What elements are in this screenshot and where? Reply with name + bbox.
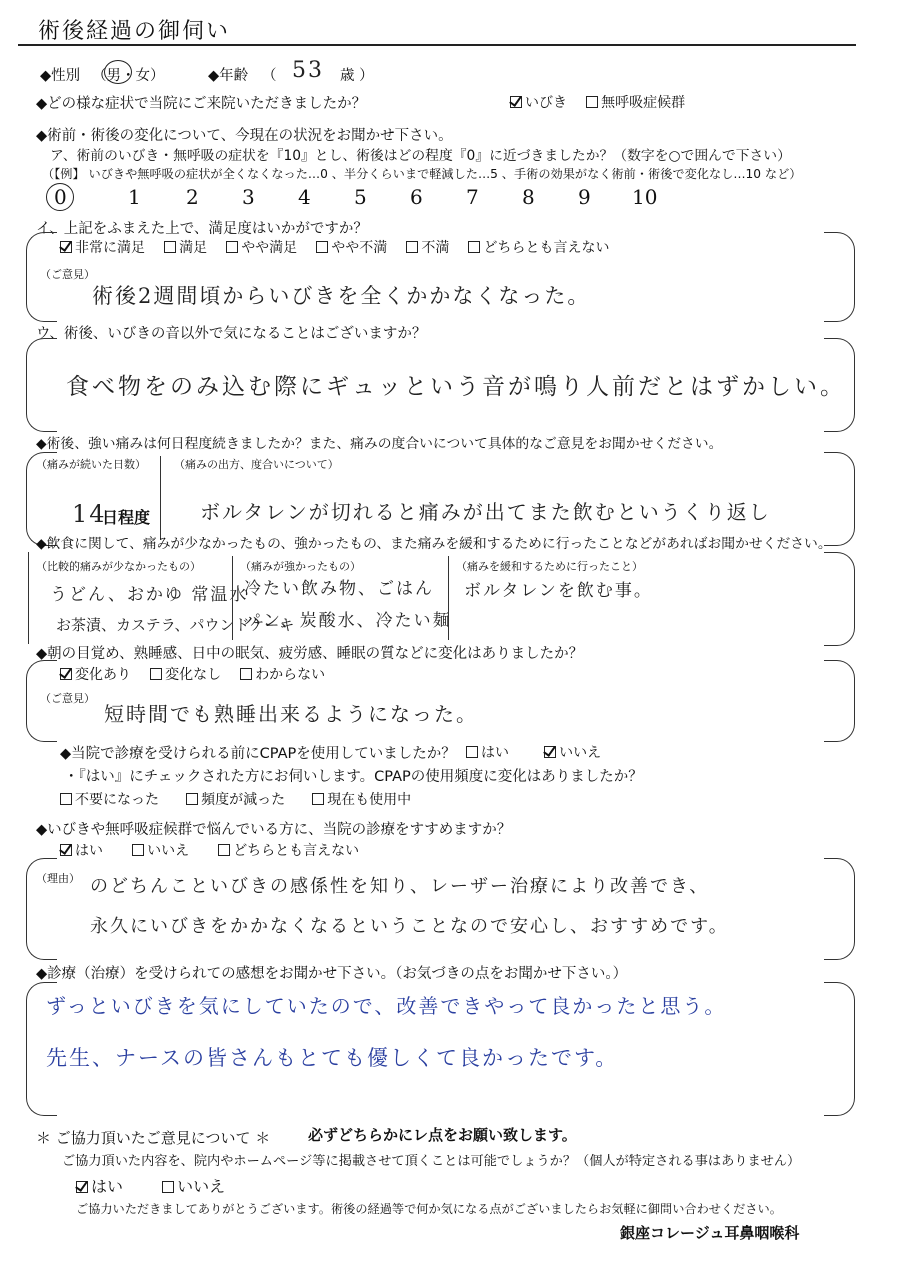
q6-col3-line1: ボルタレンを飲む事。: [464, 581, 653, 601]
q7-option-unchanged[interactable]: [150, 664, 221, 684]
q8-followup: ・『はい』にチェックされた方にお伺いします。CPAPの使用頻度に変化はありましたか？: [64, 769, 643, 785]
q6-col2-line1: 冷たい飲み物、ごはん: [244, 579, 434, 599]
option-label: 無呼吸症候群: [601, 95, 686, 111]
scale-5[interactable]: 5: [354, 185, 367, 209]
option-label: 変化あり: [75, 667, 131, 683]
checkbox-icon[interactable]: [60, 793, 72, 805]
option-label: いいえ: [147, 843, 190, 859]
q5-detail-label: （痛みの出方、度合いについて）: [174, 458, 339, 471]
q5-question: ◆術後、強い痛みは何日程度続きましたか？また、痛みの度合いについて具体的なご意見をお聞かせください。: [36, 436, 723, 452]
q1-question: ◆どの様な症状で当院にご来院いただきましたか？: [36, 96, 367, 112]
q4-answer: 食べ物をのみ込む際にギュッという音が鳴り人前だとはずかしい。: [66, 374, 846, 400]
q7-bracket-right: [824, 660, 855, 742]
publish-option-yes[interactable]: [76, 1174, 123, 1197]
q7-opinion-label: （ご意見）: [40, 692, 95, 705]
q7-option-unknown[interactable]: [240, 664, 325, 684]
q7-option-changed[interactable]: [60, 664, 131, 684]
q5-days-label: （痛みが続いた日数）: [36, 458, 146, 471]
q10-bracket-right: [824, 982, 855, 1116]
q8-followup-options: [60, 789, 425, 809]
checkbox-icon[interactable]: [218, 844, 230, 856]
option-label: はい: [481, 745, 509, 761]
q9-reason-label: （理由）: [36, 872, 80, 885]
q9-bracket-right: [824, 858, 855, 960]
clinic-name: 銀座コレージュ耳鼻咽喉科: [620, 1224, 800, 1242]
option-label: 現在も使用中: [327, 792, 412, 808]
q5-divider: [160, 456, 161, 540]
q3-question: イ、上記をふまえた上で、満足度はいかがですか？: [36, 221, 368, 237]
checkbox-icon[interactable]: [240, 668, 252, 680]
checkbox-icon[interactable]: [60, 668, 72, 680]
option-label: 満足: [179, 240, 208, 256]
option-label: はい: [75, 843, 103, 859]
q6-col1-label: （比較的痛みが少なかったもの）: [36, 560, 201, 573]
must-check-note: 必ずどちらかにレ点をお願い致します。: [308, 1126, 577, 1144]
page-title: 術後経過の御伺い: [38, 19, 231, 44]
q1-option-snoring[interactable]: [510, 92, 567, 112]
option-label: やや満足: [241, 240, 298, 256]
option-label: 頻度が減った: [201, 792, 286, 808]
q3-opinion: 術後2週間頃からいびきを全くかかなくなった。: [92, 284, 591, 308]
q3-option-very-satisfied[interactable]: [60, 237, 145, 257]
checkbox-icon[interactable]: [468, 241, 480, 253]
option-label: 非常に満足: [75, 240, 145, 256]
checkbox-icon[interactable]: [466, 746, 478, 758]
q6-bracket-right: [824, 552, 855, 646]
q6-col2-line2: パン、炭酸水、冷たい麺: [244, 611, 452, 631]
q2-example: （【例】 いびきや無呼吸の症状が全くなくなった…0 、半分くらいまで軽減した…5 、手術の効果がなく術前・術後で変化なし…10 など）: [42, 167, 802, 181]
option-label: やや不満: [331, 240, 388, 256]
checkbox-icon[interactable]: [226, 241, 238, 253]
checkbox-icon[interactable]: [60, 241, 72, 253]
checkbox-icon[interactable]: [586, 96, 598, 108]
q7-options: [60, 664, 339, 684]
q4-bracket-left: [26, 338, 57, 432]
option-label: はい: [91, 1177, 124, 1196]
q7-opinion: 短時間でも熟睡出来るようになった。: [104, 702, 478, 726]
title-underline: [18, 44, 856, 46]
q2-heading: ◆術前・術後の変化について、今現在の状況をお聞かせ下さい。: [36, 128, 453, 144]
cooperation-heading: ＊ ご協力頂いたご意見について ＊: [36, 1129, 271, 1147]
age-unit: 歳 ）: [340, 68, 374, 84]
sex-label: ◆性別: [40, 68, 81, 84]
q3-bracket-right: [824, 232, 855, 322]
q10-answer-line2: 先生、ナースの皆さんもとても優しくて良かったです。: [46, 1046, 619, 1070]
scale-2[interactable]: 2: [186, 185, 199, 209]
q7-question: ◆朝の目覚め、熟睡感、日中の眠気、疲労感、睡眠の質などに変化はありましたか？: [36, 646, 584, 662]
q6-col2-label: （痛みが強かったもの）: [240, 560, 361, 573]
q3-option-satisfied[interactable]: [164, 237, 207, 257]
checkbox-icon[interactable]: [406, 241, 418, 253]
age-open: （: [262, 68, 277, 84]
checkbox-icon[interactable]: [132, 844, 144, 856]
option-label: いいえ: [177, 1177, 226, 1196]
q9-option-no[interactable]: [132, 840, 189, 860]
checkbox-icon[interactable]: [544, 746, 556, 758]
q9-reason-line2: 永久にいびきをかかなくなるということなので安心し、おすすめです。: [90, 916, 729, 937]
q5-detail: ボルタレンが切れると痛みが出てまた飲むというくり返し: [200, 500, 771, 524]
q6-col1-line2: お茶漬、カステラ、パウンドケーキ: [56, 616, 295, 634]
q3-option-neutral[interactable]: [468, 237, 609, 257]
scale-0[interactable]: 0: [54, 185, 67, 209]
q8-option-yes[interactable]: [466, 742, 509, 762]
q3-option-dissatisfied[interactable]: [406, 237, 449, 257]
q10-question: ◆診療（治療）を受けられての感想をお聞かせ下さい。（お気づきの点をお聞かせ下さい。）: [36, 966, 628, 982]
q4-question: ウ、術後、いびきの音以外で気になることはございますか？: [36, 326, 427, 342]
option-label: どちらとも言えない: [233, 843, 360, 859]
q6-col3-label: （痛みを緩和するために行ったこと）: [456, 560, 643, 573]
scale-10[interactable]: 10: [632, 185, 658, 209]
q3-option-somewhat-satisfied[interactable]: [226, 237, 297, 257]
option-label: 不満: [421, 240, 450, 256]
q3-options: [60, 237, 623, 257]
scale-4[interactable]: 4: [298, 185, 311, 209]
q6-question: ◆飲食に関して、痛みが少なかったもの、強かったもの、また痛みを緩和するために行ったことなどがあればお聞かせください。: [36, 536, 832, 552]
q1-options: [510, 92, 699, 112]
q1-option-apnea[interactable]: [586, 92, 685, 112]
q9-question: ◆いびきや無呼吸症候群で悩んでいる方に、当院の診療をすすめますか？: [36, 822, 512, 838]
q6-divider-2: [448, 556, 449, 640]
q9-reason-line1: のどちんこといびきの感係性を知り、レーザー治療により改善でき、: [90, 876, 710, 897]
q8-option-no[interactable]: [544, 742, 601, 762]
q8-option-still-using[interactable]: [312, 789, 411, 809]
scale-6[interactable]: 6: [410, 185, 423, 209]
age-value: 53: [292, 58, 324, 83]
checkbox-icon[interactable]: [186, 793, 198, 805]
option-label: わからない: [255, 667, 326, 683]
scale-8[interactable]: 8: [522, 185, 535, 209]
q5-days-unit: 日程度: [102, 508, 151, 527]
q8-question: ◆当院で診療を受けられる前にCPAPを使用していましたか？: [60, 746, 456, 762]
option-label: いいえ: [559, 745, 602, 761]
q3-opinion-label: （ご意見）: [40, 268, 95, 281]
checkbox-icon[interactable]: [164, 241, 176, 253]
scale-1[interactable]: 1: [128, 185, 141, 209]
q8-option-no-longer-needed[interactable]: [60, 789, 159, 809]
checkbox-icon[interactable]: [150, 668, 162, 680]
checkbox-icon[interactable]: [510, 96, 522, 108]
q6-col1-line1: うどん、おかゆ 常温水: [50, 585, 249, 605]
scale-3[interactable]: 3: [242, 185, 255, 209]
sex-value: （男・女）: [92, 68, 165, 84]
scale-7[interactable]: 7: [466, 185, 479, 209]
checkbox-icon[interactable]: [60, 844, 72, 856]
checkbox-icon[interactable]: [312, 793, 324, 805]
publish-options: [76, 1174, 239, 1197]
q8-options: [466, 742, 615, 762]
scale-0-circle: [46, 183, 74, 211]
checkbox-icon[interactable]: [316, 241, 328, 253]
option-label: どちらとも言えない: [483, 240, 610, 256]
scale-9[interactable]: 9: [578, 185, 591, 209]
q9-options: [60, 840, 373, 860]
q3-option-somewhat-dissatisfied[interactable]: [316, 237, 387, 257]
q2-sub-a: ア、術前のいびき・無呼吸の症状を『10』とし、術後はどの程度『0』に近づきましたか？（数字を○で囲んで下さい）: [50, 148, 791, 164]
option-label: 変化なし: [165, 667, 222, 683]
q9-option-yes[interactable]: [60, 840, 103, 860]
q9-option-neutral[interactable]: [218, 840, 359, 860]
option-label: いびき: [525, 95, 567, 111]
q10-answer-line1: ずっといびきを気にしていたので、改善できやって良かったと思う。: [46, 994, 727, 1018]
checkbox-icon[interactable]: [162, 1181, 174, 1193]
checkbox-icon[interactable]: [76, 1181, 88, 1193]
publish-question: ご協力頂いた内容を、院内やホームページ等に掲載させて頂くことは可能でしょうか？（個人が特定される事はありません）: [62, 1154, 801, 1169]
q6-divider-1: [232, 556, 233, 640]
age-label: ◆年齢: [208, 68, 249, 84]
option-label: 不要になった: [75, 792, 159, 808]
q8-option-reduced[interactable]: [186, 789, 285, 809]
publish-option-no[interactable]: [162, 1174, 225, 1197]
thanks-text: ご協力いただきましてありがとうございます。術後の経過等で何か気になる点がございましたらお気軽に御問い合わせください。: [76, 1202, 782, 1216]
q5-days-value: 14: [72, 500, 107, 528]
sex-male-circle: [104, 60, 132, 84]
